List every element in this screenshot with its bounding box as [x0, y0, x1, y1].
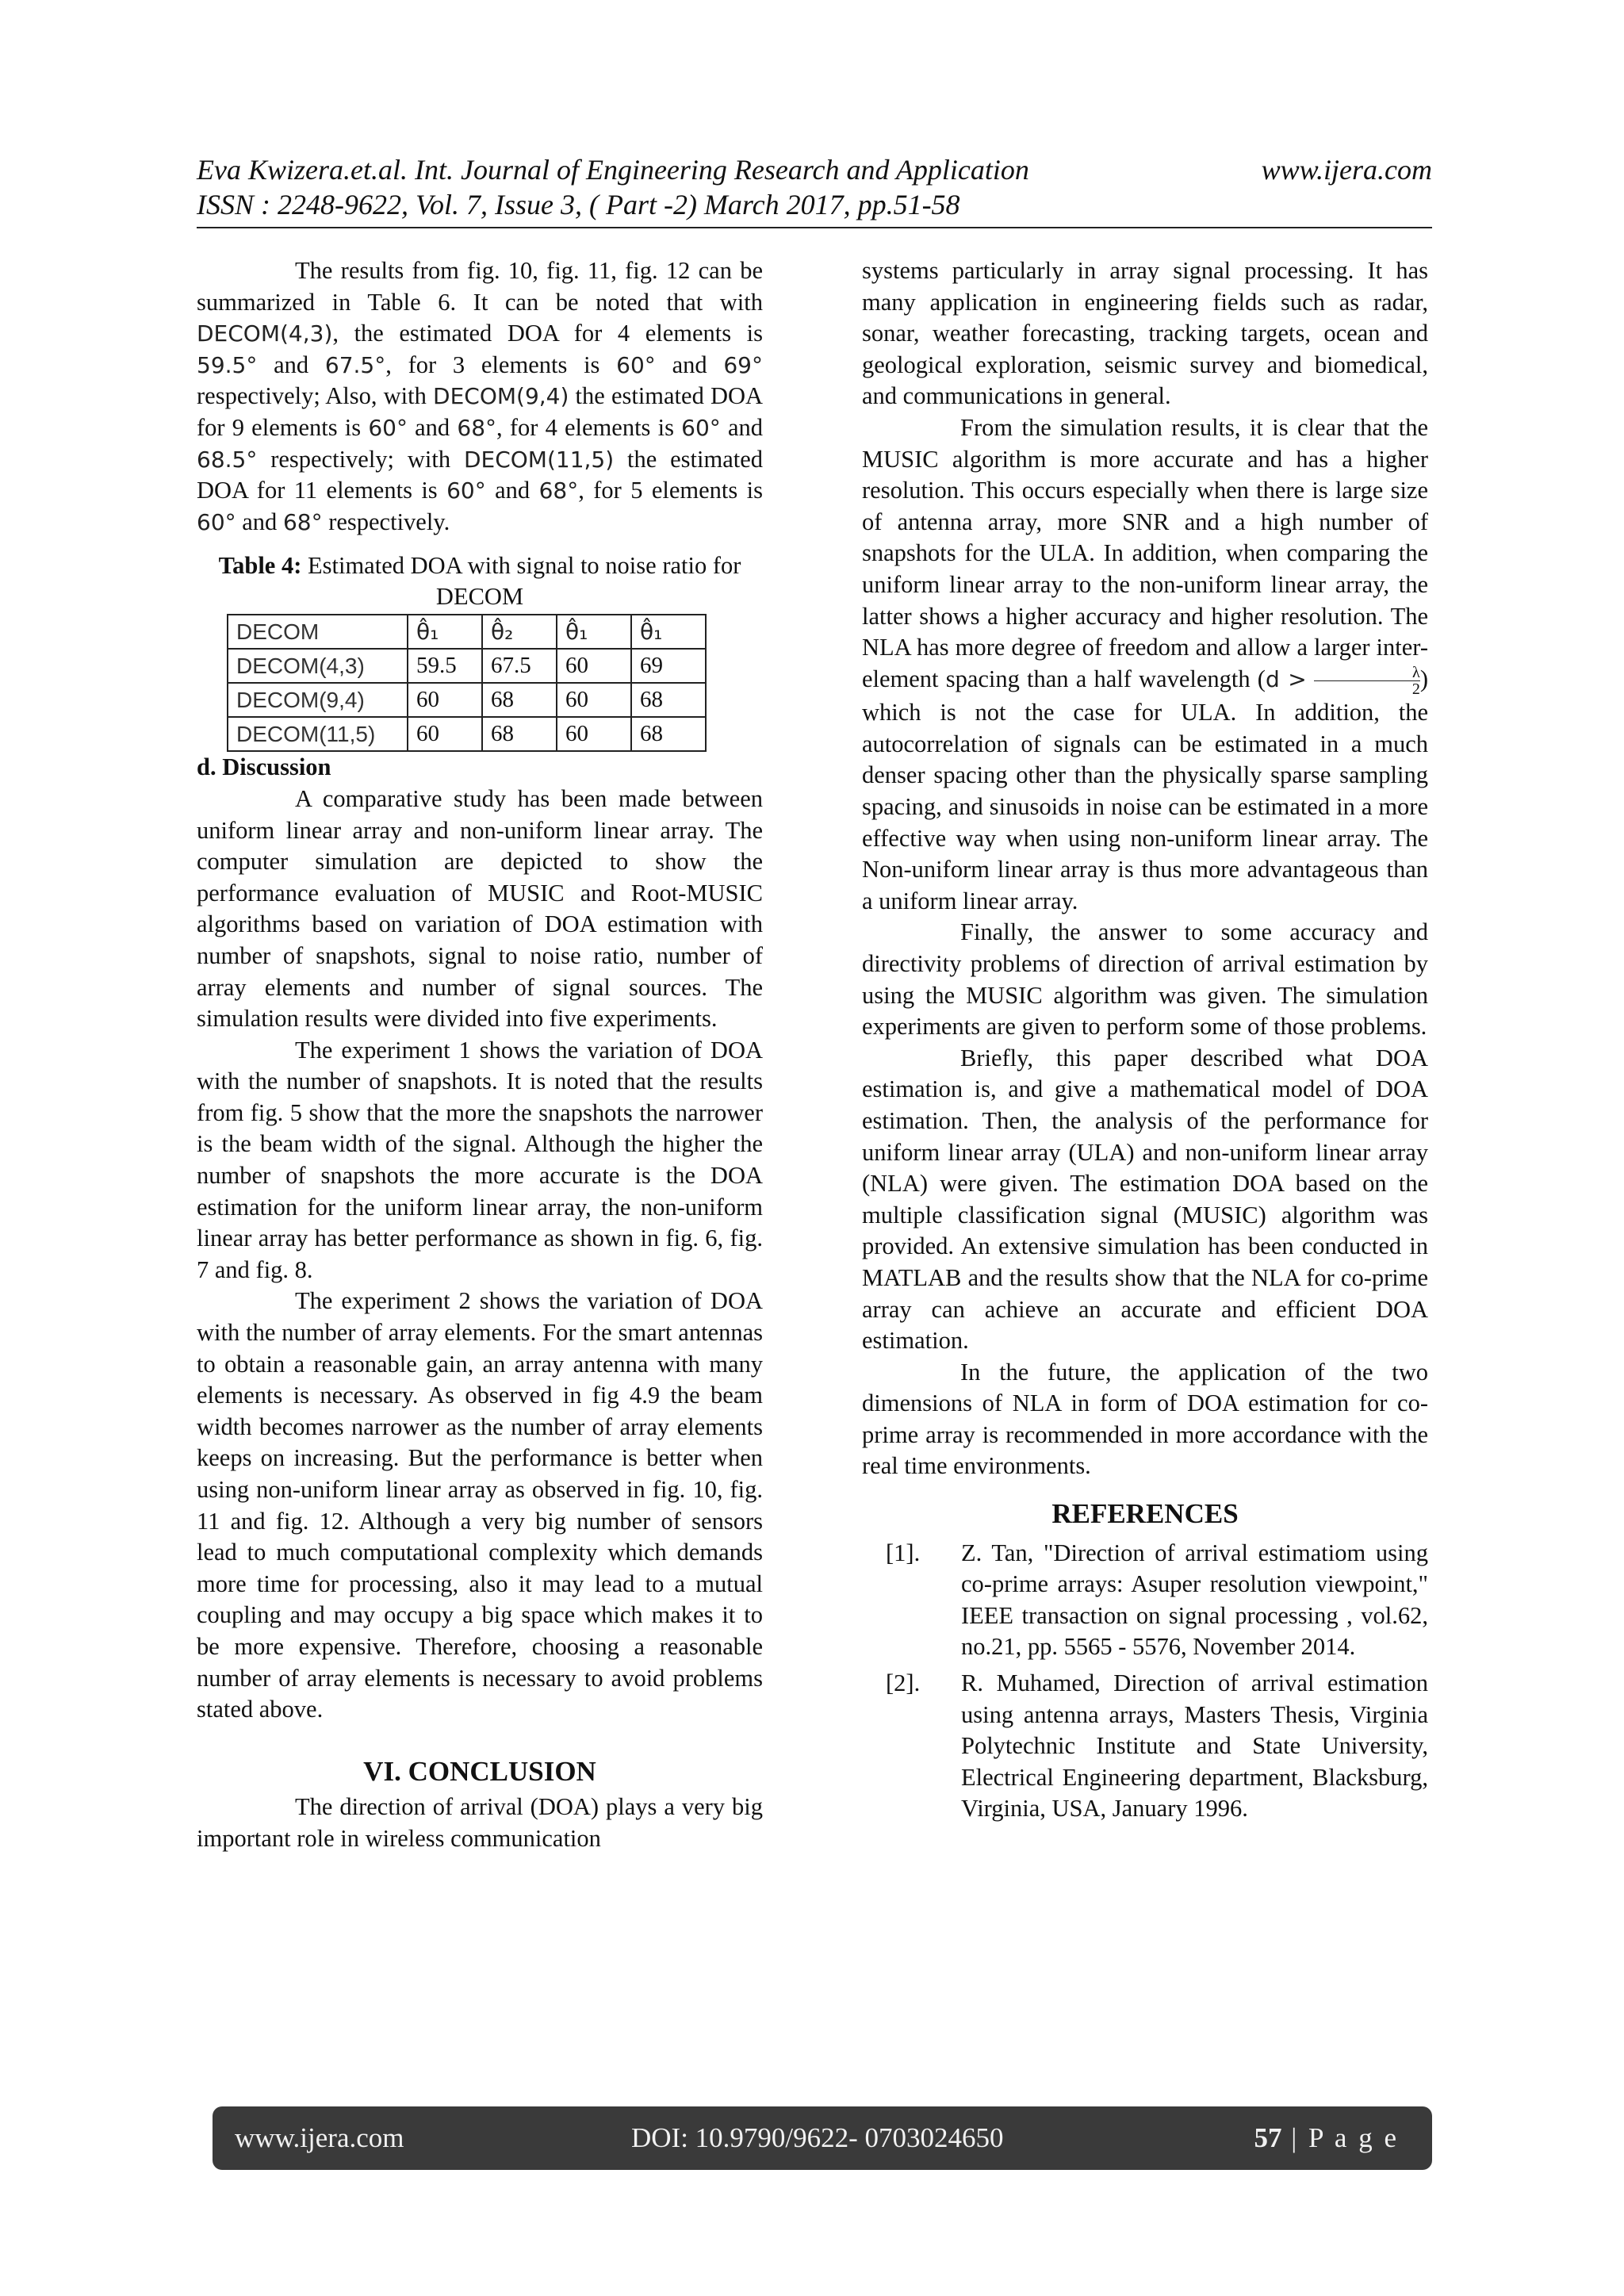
discussion-paragraph: The experiment 1 shows the variation of DOA with the number of snapshots. It is noted that the results from fig. 5 show that the more the snapshots the narrower is the beam width of the signal. Although the higher the number of snapshots the more accurate is the DOA estimation for the uniform linear array, the non-uniform linear array has better performance as shown in fig. 6, fig. 7 and fig. 8.: [197, 1036, 763, 1283]
doa-table: [227, 614, 707, 752]
table-header-row: DECOM θ̂₁ θ̂₂ θ̂₁ θ̂₁: [228, 615, 706, 649]
right-column: [862, 255, 1428, 1825]
reference-item: [2]. R. Muhamed, Direction of arrival estimation using antenna arrays, Masters Thesis, Virginia Polytechnic Institute and State University, Electrical Engineering department, Blacksburg, Virginia, USA, January 1996.: [886, 1669, 1428, 1823]
discussion-paragraph: A comparative study has been made between uniform linear array and non-uniform linear array. The computer simulation are depicted to show the performance evaluation of MUSIC and Root-MUSIC algorithms based on variation of DOA estimation with number of snapshots, signal to noise ratio, number of array elements and number of signal sources. The simulation results were divided into five experiments.: [197, 784, 763, 1033]
table-row: DECOM(11,5) 60 68 60 68: [228, 717, 706, 751]
conclusion-paragraph: From the simulation results, it is clear that the MUSIC algorithm is more accurate and has a higher resolution. This occurs especially when there is large size of antenna array, more SNR and a high number of snapshots for the ULA. In addition, when comparing the uniform linear array to the non-uniform linear array, the latter shows a higher accuracy and higher resolution. The NLA has more degree of freedom and allow a larger inter-element spacing than a half wavelength (d > $\frac{\lambda}{2}$ ) which is not the case for ULA. In addition, the autocorrelation of signals can be estimated in a much denser spacing other than the physically sparse sampling spacing, and sinusoids in noise can be estimated in a more effective way when using non-uniform linear array. The Non-uniform linear array is thus more advantageous than a uniform linear array.: [862, 413, 1428, 914]
page-number: 57 | P a g e: [1254, 2122, 1399, 2153]
reference-item: [1]. Z. Tan, "Direction of arrival estimatiom using co-prime arrays: Asuper resolution viewpoint," IEEE transaction on signal processing , vol.62, no.21, pp. 5565 - 5576, November 2014.: [886, 1539, 1428, 1661]
discussion-heading: d. Discussion: [197, 753, 331, 781]
conclusion-paragraph: Finally, the answer to some accuracy and directivity problems of direction of arrival estimation by using the MUSIC algorithm was given. The simulation experiments are given to perform some of those problems.: [862, 918, 1428, 1041]
page-footer: [213, 2106, 1432, 2170]
spacing-inequality: d >: [1265, 665, 1307, 692]
header-issn: ISSN : 2248-9622, Vol. 7, Issue 3, ( Part -2) March 2017, pp.51-58: [197, 189, 960, 220]
conclusion-paragraph: systems particularly in array signal processing. It has many application in engineering fields such as radar, sonar, weather forecasting, tracking targets, ocean and geological exploration, seismic survey and biomedical, and communications in general.: [862, 257, 1428, 410]
running-header: [197, 152, 1432, 222]
references-heading: REFERENCES: [1051, 1498, 1239, 1530]
decom-4-3-symbol: DECOM(4,3): [197, 320, 333, 347]
left-column: [197, 255, 763, 1855]
discussion-paragraph: The experiment 2 shows the variation of DOA with the number of array elements. For the smart antennas to obtain a reasonable gain, an array antenna with many elements is necessary. As observed in fig 4.9 the beam width becomes narrower as the number of array elements keeps on increasing. But the performance is better when using non-uniform linear array as observed in fig. 10, fig. 11 and fig. 12. Although a very big number of sensors lead to much computational complexity which demands more time for processing, also it may lead to a mutual coupling and may occupy a big space which makes it to be more expensive. Therefore, choosing a reasonable number of array elements is necessary to avoid problems stated above.: [197, 1287, 763, 1723]
table-row: DECOM(4,3) 59.5 67.5 60 69: [228, 649, 706, 683]
decom-9-4-symbol: DECOM(9,4): [433, 383, 569, 410]
conclusion-heading: VI. CONCLUSION: [363, 1755, 596, 1787]
header-journal: Eva Kwizera.et.al. Int. Journal of Engineering Research and Application: [197, 154, 1029, 186]
footer-website-link[interactable]: www.ijera.com: [235, 2122, 404, 2153]
conclusion-paragraph: Briefly, this paper described what DOA estimation is, and give a mathematical model of DOA estimation. Then, the analysis of the performance for uniform linear array (ULA) and non-uniform linear array (NLA) were given. The estimation DOA based on the multiple classification signal (MUSIC) algorithm was provided. An extensive simulation has been conducted in MATLAB and the results show that the NLA for co-prime array can achieve an accurate and efficient DOA estimation.: [862, 1044, 1428, 1355]
conclusion-paragraph: In the future, the application of the two dimensions of NLA in form of DOA estimation for co-prime array is recommended in more accordance with the real time environments.: [862, 1358, 1428, 1480]
header-divider: [197, 227, 1432, 228]
table-caption: Table 4: Estimated DOA with signal to noise ratio for DECOM: [218, 552, 741, 611]
lambda-over-two: $\frac{\lambda}{2}$: [1314, 665, 1420, 697]
footer-doi: DOI: 10.9790/9622- 0703024650: [631, 2122, 1004, 2153]
conclusion-paragraph: The direction of arrival (DOA) plays a very big important role in wireless communication: [197, 1793, 763, 1852]
results-paragraph: The results from fig. 10, fig. 11, fig. 12 can be summarized in Table 6. It can be noted that with DECOM(4,3), the estimated DOA for 4 elements is 59.5° and 67.5°, for 3 elements is 60° and 69° respectively; Also, with DECOM(9,4) the estimated DOA for 9 elements is 60° and 68°, for 4 elements is 60° and 68.5° respectively; with DECOM(11,5) the estimated DOA for 11 elements is 60° and 68°, for 5 elements is 60° and 68° respectively.: [197, 257, 764, 535]
table-row: DECOM(9,4) 60 68 60 68: [228, 683, 706, 717]
decom-11-5-symbol: DECOM(11,5): [463, 446, 615, 473]
header-website-link[interactable]: www.ijera.com: [1261, 154, 1432, 186]
